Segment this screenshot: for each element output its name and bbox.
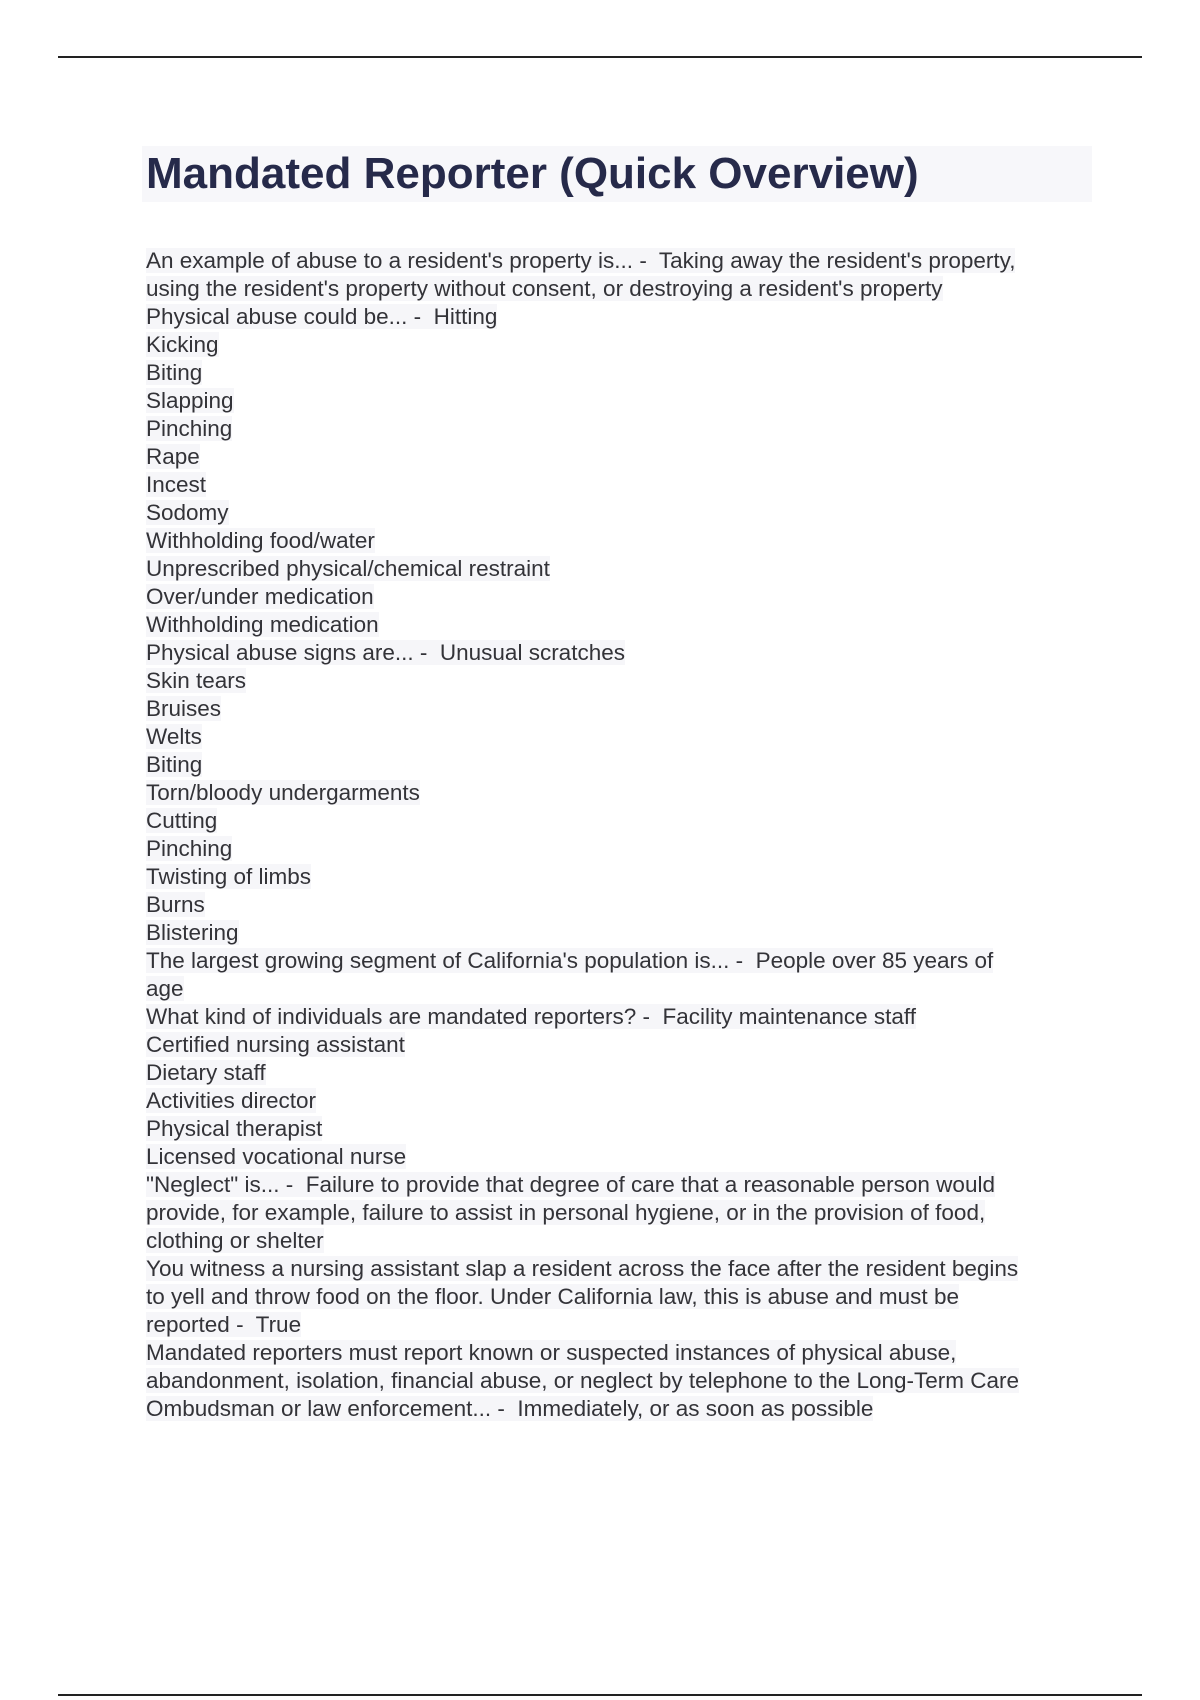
card-answer-line: Welts — [146, 724, 202, 749]
card-answer-line: Skin tears — [146, 668, 247, 693]
card-answer: - Unusual scratches — [414, 640, 625, 665]
card-answer-line: Unprescribed physical/chemical restraint — [146, 556, 550, 581]
card-answer-line: Bruises — [146, 696, 222, 721]
page-bottom-rule — [58, 1694, 1142, 1696]
card-question: The largest growing segment of California's population is... — [146, 948, 730, 973]
card-answer-line: Twisting of limbs — [146, 864, 312, 889]
card-question-line: Mandated reporters must report known or suspected instances of physical abuse, — [146, 1340, 957, 1365]
card-answer: - True — [230, 1312, 301, 1337]
flashcard — [146, 247, 1096, 303]
flashcard — [146, 1339, 1096, 1423]
card-answer: - Taking away the resident's property, — [633, 248, 1015, 273]
card-answer-line: age — [146, 976, 184, 1001]
card-answer-line: Physical therapist — [146, 1116, 323, 1141]
page-top-rule — [58, 56, 1142, 58]
card-question: Physical abuse could be... — [146, 304, 408, 329]
flashcard-list — [146, 247, 1096, 1423]
card-answer-line: Licensed vocational nurse — [146, 1144, 407, 1169]
card-answer-line: Biting — [146, 752, 203, 777]
card-answer-line: Activities director — [146, 1088, 317, 1113]
card-answer-line: provide, for example, failure to assist in personal hygiene, or in the provision of food, — [146, 1200, 986, 1225]
card-answer: - Facility maintenance staff — [636, 1004, 916, 1029]
card-answer-line: Pinching — [146, 836, 233, 861]
card-answer: - Failure to provide that degree of care that a reasonable person would — [280, 1172, 995, 1197]
card-answer-line: Sodomy — [146, 500, 229, 525]
flashcard — [146, 303, 1096, 639]
card-answer-line: Torn/bloody undergarments — [146, 780, 420, 805]
card-question: What kind of individuals are mandated reporters? — [146, 1004, 637, 1029]
card-answer-line: Rape — [146, 444, 200, 469]
card-question-line: Ombudsman or law enforcement... — [146, 1396, 492, 1421]
card-answer-line: Cutting — [146, 808, 218, 833]
card-answer: - Immediately, or as soon as possible — [491, 1396, 873, 1421]
card-question-line: abandonment, isolation, financial abuse, or neglect by telephone to the Long-Term Care — [146, 1368, 1020, 1393]
card-question: Physical abuse signs are... — [146, 640, 414, 665]
flashcard — [146, 1255, 1096, 1339]
card-answer-line: Biting — [146, 360, 203, 385]
card-answer-line: Incest — [146, 472, 207, 497]
flashcard — [146, 1171, 1096, 1255]
card-answer-line: Kicking — [146, 332, 219, 357]
page-title: Mandated Reporter (Quick Overview) — [146, 149, 919, 198]
card-answer-line: Dietary staff — [146, 1060, 266, 1085]
card-answer-line: Slapping — [146, 388, 234, 413]
card-answer-line: Certified nursing assistant — [146, 1032, 405, 1057]
flashcard — [146, 947, 1096, 1003]
card-question-line: reported — [146, 1312, 230, 1337]
card-question-line: You witness a nursing assistant slap a resident across the face after the resident begins — [146, 1256, 1019, 1281]
card-answer-line: using the resident's property without consent, or destroying a resident's property — [146, 276, 943, 301]
card-answer-line: Withholding medication — [146, 612, 379, 637]
card-answer: - People over 85 years of — [729, 948, 993, 973]
card-answer-line: Pinching — [146, 416, 233, 441]
card-answer-line: Burns — [146, 892, 205, 917]
card-answer: - Hitting — [407, 304, 497, 329]
card-question: "Neglect" is... — [146, 1172, 280, 1197]
flashcard — [146, 1003, 1096, 1171]
flashcard — [146, 639, 1096, 947]
card-answer-line: Withholding food/water — [146, 528, 375, 553]
card-question: An example of abuse to a resident's property is... — [146, 248, 634, 273]
card-answer-line: clothing or shelter — [146, 1228, 324, 1253]
card-answer-line: Blistering — [146, 920, 239, 945]
card-question-line: to yell and throw food on the floor. Under California law, this is abuse and must be — [146, 1284, 959, 1309]
card-answer-line: Over/under medication — [146, 584, 374, 609]
